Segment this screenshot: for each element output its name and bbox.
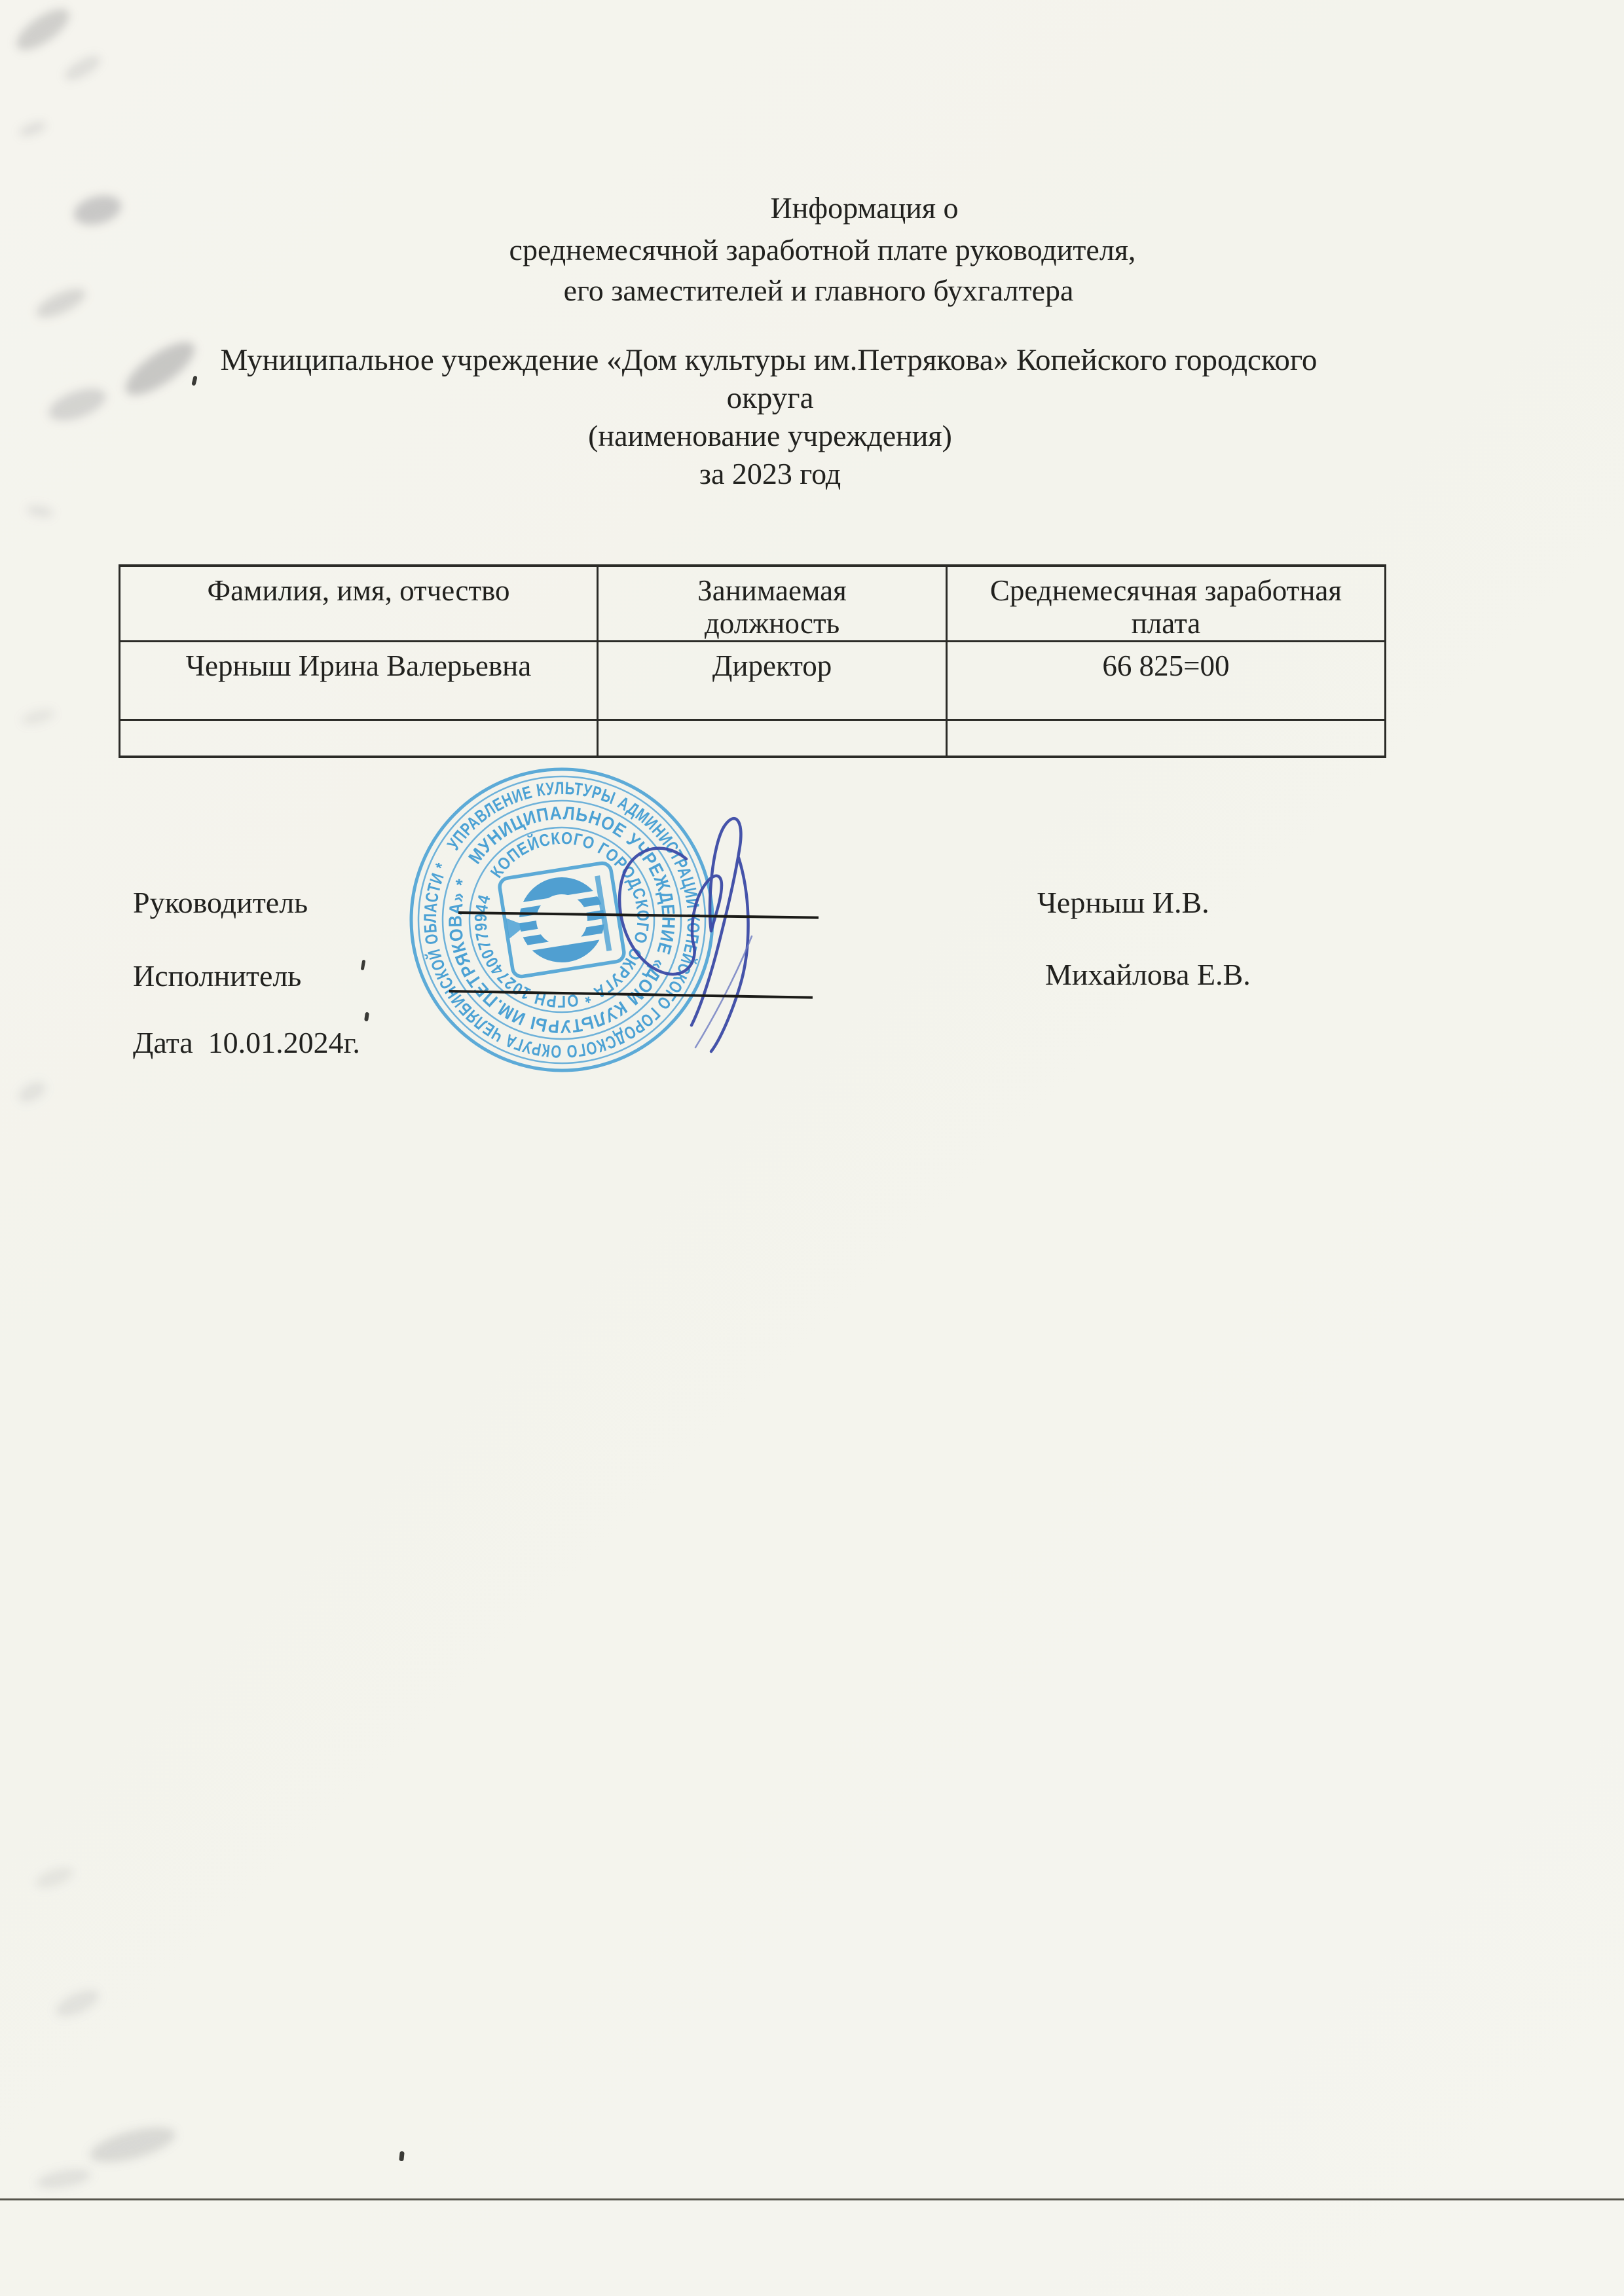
stamp-ring-inner-text: КОПЕЙСКОГО ГОРОДСКОГО ОКРУГ * ОГРН 027400779944 — [470, 828, 654, 1012]
scan-smudge — [10, 1, 76, 58]
scan-smudge — [20, 706, 56, 728]
ink-speck — [361, 960, 366, 971]
scan-smudge — [33, 283, 90, 323]
document-title-line-3: его заместителей и главного бухгалтера — [563, 274, 1074, 307]
header-position-line1: Занимаемая — [697, 574, 847, 607]
cell-employee-salary: 66 825=00 — [1102, 649, 1230, 682]
header-cell-name — [120, 567, 599, 640]
date-line: Дата 10.01.2024г. — [133, 1026, 360, 1059]
cell-empty — [948, 721, 1384, 756]
report-period: за 2023 год — [699, 457, 841, 490]
ink-speck — [399, 2151, 405, 2162]
institution-caption: (наименование учреждения) — [588, 419, 952, 452]
table-header-row — [120, 567, 1384, 642]
cell-empty — [599, 721, 948, 756]
document-title-line-1: Информация о — [770, 191, 959, 225]
cell-empty — [120, 721, 599, 756]
director-label: Руководитель — [133, 886, 308, 919]
handwritten-signature — [589, 805, 786, 1067]
scan-smudge — [17, 118, 48, 139]
director-name: Черныш И.В. — [1037, 886, 1209, 919]
table-row — [120, 721, 1384, 756]
scan-smudge — [61, 51, 104, 85]
header-cell-position — [599, 567, 948, 640]
scan-edge-line — [0, 2198, 1624, 2200]
scan-smudge — [32, 1863, 76, 1893]
table-row — [120, 642, 1384, 721]
header-salary-line1: Среднемесячная заработная — [989, 574, 1342, 607]
cell-employee-name: Черныш Ирина Валерьевна — [120, 642, 599, 719]
scan-smudge — [15, 1077, 50, 1107]
institution-name-line-2: округа — [726, 381, 814, 415]
cell-employee-position: Директор — [599, 642, 948, 719]
scan-smudge — [71, 191, 124, 230]
header-salary-line2: плата — [1131, 607, 1201, 640]
scan-smudge — [86, 2120, 179, 2170]
scan-smudge — [45, 382, 110, 427]
scan-smudge — [118, 333, 202, 404]
stamp-ring-middle-text: МУНИЦИПАЛЬНОЕ УЧРЕЖДЕНИЕ «ДОМ КУЛЬТУРЫ ИМ.ПЕТРЯКОВА» * — [445, 803, 679, 1037]
executor-label: Исполнитель — [133, 959, 302, 993]
header-name-text: Фамилия, имя, отчество — [207, 574, 510, 607]
institution-name-line-1: Муниципальное учреждение «Дом культуры им.Петрякова» Копейского городского — [220, 343, 1318, 377]
ink-speck — [364, 1012, 369, 1022]
scan-smudge — [35, 2166, 92, 2192]
salary-table — [119, 564, 1386, 758]
stamp-ring-outer-text: УПРАВЛЕНИЕ КУЛЬТУРЫ АДМИНИСТРАЦИИ КОПЕЙСКО О ГОРОДСКОГО ОКРУГА ЧЕЛЯБИНСКОЙ ОБЛАСТИ * — [420, 778, 704, 1062]
document-title-line-2: среднемесячной заработной плате руководителя, — [509, 233, 1136, 266]
ink-speck — [191, 375, 197, 386]
header-cell-salary — [948, 567, 1384, 640]
scan-smudge — [52, 1984, 103, 2022]
scan-smudge — [26, 503, 54, 519]
executor-name: Михайлова Е.В. — [1045, 958, 1251, 991]
header-position-line2: должность — [704, 607, 840, 640]
